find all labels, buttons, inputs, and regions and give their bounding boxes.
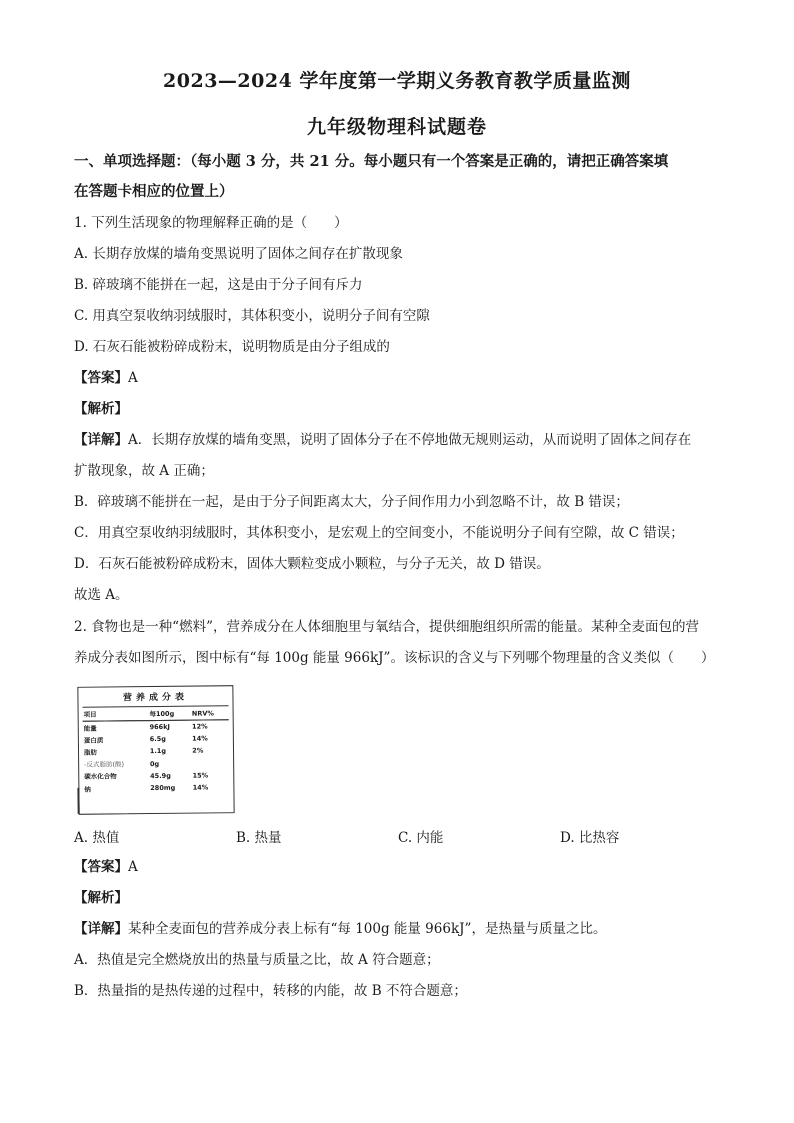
answer-tag: 【答案】: [74, 370, 128, 386]
q2-option-b: B. 热量: [236, 830, 282, 846]
col-item: 项目: [83, 707, 149, 722]
exam-subtitle: 九年级物理科试题卷: [306, 116, 487, 138]
q2-answer: 【答案】A: [74, 859, 138, 875]
section-heading-line1: 一、单项选择题：（每小题 3 分，共 21 分。每小题只有一个答案是正确的，请把正确答案填: [74, 153, 669, 170]
q1-stem: 1. 下列生活现象的物理解释正确的是（ ）: [74, 215, 348, 231]
q2-option-c: C. 内能: [398, 830, 444, 846]
q1-conclusion: 故选 A。: [74, 587, 129, 603]
q1-answer: [74, 368, 720, 388]
q2-options: [74, 826, 724, 846]
q1-option-c: C. 用真空泵收纳羽绒服时，其体积变小，说明分子间有空隙: [74, 308, 430, 324]
q1-detail-line2: 扩散现象，故 A 正确；: [74, 463, 214, 479]
table-row: 蛋白质 6.5g 14%: [83, 734, 208, 745]
nutrition-title: 营养成分表: [122, 692, 189, 704]
nutrition-table-image: [77, 685, 234, 815]
q1-option-a: A. 长期存放煤的墙角变黑说明了固体之间存在扩散现象: [74, 246, 403, 262]
image-edge: [77, 788, 79, 814]
table-row: 钠 280mg 14%: [84, 783, 209, 794]
q1-option-b: B. 碎玻璃不能拼在一起，这是由于分子间有斥力: [74, 277, 363, 293]
q2-detail-line2: A．热值是完全燃烧放出的热量与质量之比，故 A 符合题意；: [74, 952, 440, 968]
q2-stem-line1: 2. 食物也是一种“燃料”，营养成分在人体细胞里与氧结合，提供细胞组织所需的能量。某种全麦面包的营: [74, 619, 699, 635]
answer-value: A: [128, 370, 138, 386]
q1-detail-line4: C．用真空泵收纳羽绒服时，其体积变小，是宏观上的空间变小，不能说明分子间有空隙，故 C 错误；: [74, 525, 684, 541]
q1-option-d: D. 石灰石能被粉碎成粉末，说明物质是由分子组成的: [74, 339, 390, 355]
table-row: 脂肪 1.1g 2%: [83, 746, 204, 757]
exam-title: 2023—2024 学年度第一学期义务教育教学质量监测: [163, 70, 631, 92]
q2-detail-line3: B．热量指的是热传递的过程中，转移的内能，故 B 不符合题意；: [74, 983, 467, 999]
q2-analysis-tag: 【解析】: [74, 890, 128, 906]
q1-analysis-tag: 【解析】: [74, 401, 128, 417]
nutrition-table: [83, 705, 230, 795]
col-nrv: NRV%: [191, 706, 229, 720]
q1-detail-line1: 【详解】A．长期存放煤的墙角变黑，说明了固体分子在不停地做无规则运动，从而说明了固体之间存在: [74, 432, 692, 448]
q2-detail-line1: 【详解】某种全麦面包的营养成分表上标有“每 100g 能量 966kJ”，是热量与质量之比。: [74, 921, 607, 937]
q2-option-a: A. 热值: [74, 830, 120, 846]
section-heading-line2: 在答题卡相应的位置上）: [74, 183, 234, 200]
col-per100g: 每100g: [148, 706, 191, 720]
q2-option-d: D. 比热容: [560, 830, 620, 846]
q2-stem-line2: 养成分表如图所示，图中标有“每 100g 能量 966kJ”。该标识的含义与下列哪个物理量的含义类似（ ）: [74, 650, 715, 666]
q1-detail-line3: B．碎玻璃不能拼在一起，是由于分子间距离太大，分子间作用力小到忽略不计，故 B 错误；: [74, 494, 629, 510]
table-row: 能量 966kJ 12%: [83, 722, 208, 733]
table-row: 碳水化合物 45.9g 15%: [84, 771, 209, 782]
table-row: -反式脂肪(酸) 0g: [84, 759, 160, 769]
q1-detail-line5: D．石灰石能被粉碎成粉末，固体大颗粒变成小颗粒，与分子无关，故 D 错误。: [74, 556, 550, 572]
